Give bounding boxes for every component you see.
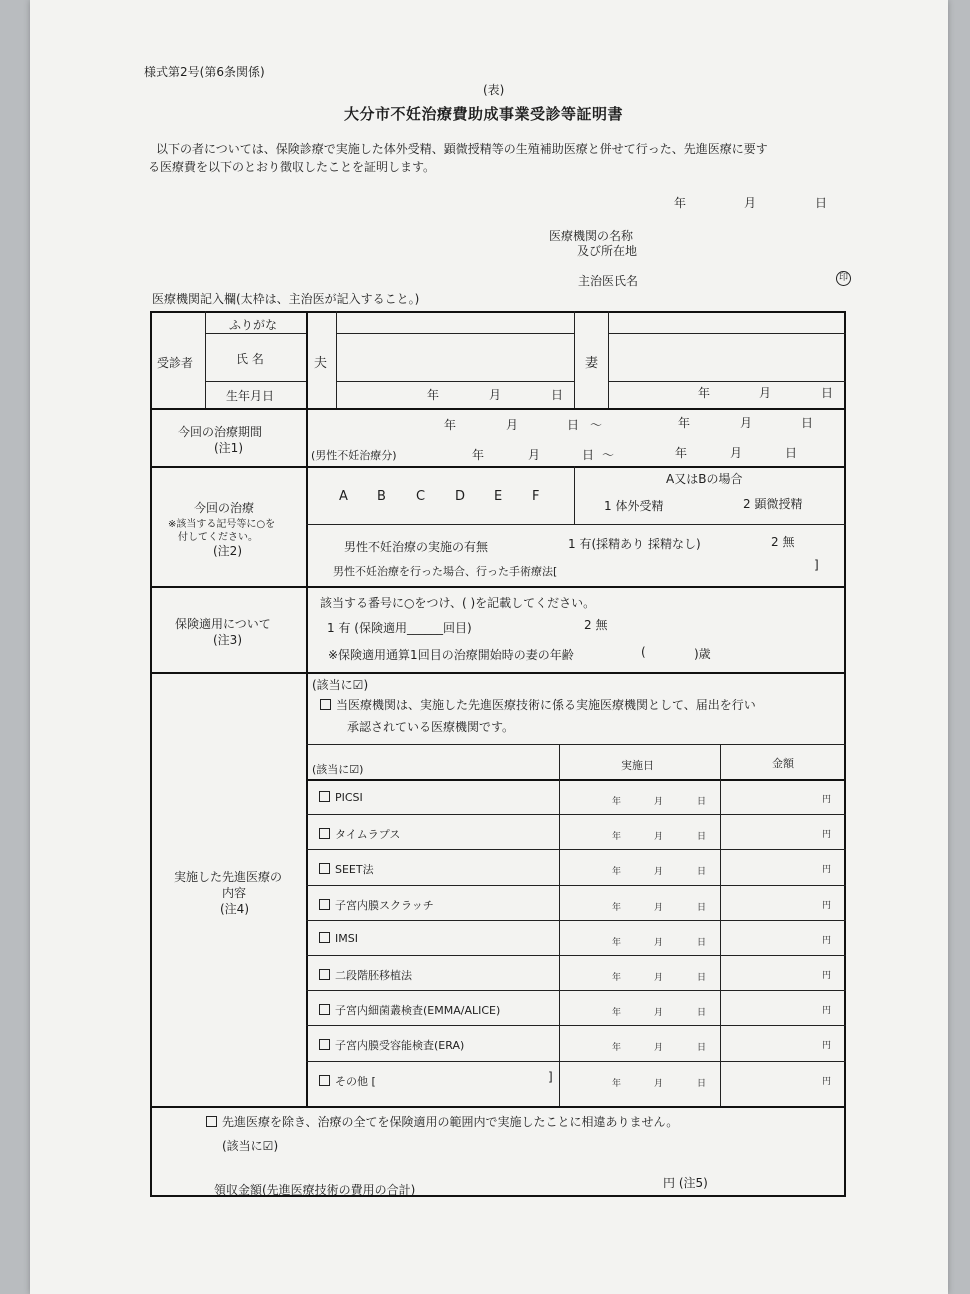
- section-divider: [150, 408, 846, 410]
- item-checkbox[interactable]: [319, 1039, 330, 1050]
- items-col-date: 実施日: [621, 759, 654, 772]
- wife-age-field[interactable]: [652, 645, 690, 659]
- wife-furigana-field[interactable]: [610, 313, 844, 332]
- husband-furigana-field[interactable]: [338, 313, 572, 332]
- approval-statement-2: 承認されている医療機関です。: [347, 720, 515, 734]
- item-label: IMSI: [335, 932, 358, 945]
- wife-age-open: (: [641, 645, 646, 659]
- item-checkbox[interactable]: [319, 791, 330, 802]
- seal-mark: 印: [836, 271, 851, 286]
- item-amount-unit: 円: [822, 865, 832, 875]
- insurance-note: (注3): [213, 633, 242, 647]
- doctor-name-label: 主治医氏名: [578, 274, 639, 288]
- approval-check-label: (該当に☑): [312, 678, 369, 692]
- insurance-label: 保険適用について: [175, 617, 271, 631]
- male-treatment-no[interactable]: 2 無: [771, 535, 795, 549]
- code-D[interactable]: D: [455, 489, 466, 504]
- section-divider: [150, 586, 846, 588]
- label-column-divider: [306, 311, 308, 1107]
- advanced-item-row[interactable]: [319, 1037, 464, 1053]
- footer-statement: 先進医療を除き、治療の全てを保険適用の範囲内で実施したことに相違ありません。: [206, 1113, 678, 1130]
- item-amount-unit: 円: [822, 795, 832, 805]
- insurance-instruction: 該当する番号に○をつけ、( )を記載してください。: [320, 596, 596, 610]
- item-checkbox[interactable]: [319, 899, 330, 910]
- surgery-method-label: 男性不妊治療を行った場合、行った手術療法[: [333, 565, 558, 578]
- institution-address-label: 及び所在地: [577, 244, 638, 258]
- male-period-label: (男性不妊治療分): [311, 449, 397, 462]
- advanced-item-row[interactable]: [319, 791, 363, 804]
- wife-name-field[interactable]: [610, 335, 844, 379]
- period-note: (注1): [214, 441, 243, 455]
- other-close-bracket: ]: [548, 1070, 553, 1084]
- section-divider: [150, 466, 846, 468]
- receipt-amount-field[interactable]: [450, 1190, 660, 1202]
- item-checkbox[interactable]: [319, 863, 330, 874]
- advanced-item-row[interactable]: [319, 861, 374, 877]
- name-label: 氏 名: [236, 352, 264, 366]
- ab-option-icsi[interactable]: 2 顕微授精: [743, 497, 803, 511]
- code-A[interactable]: A: [339, 489, 348, 504]
- code-E[interactable]: E: [494, 489, 503, 504]
- treatment-note: (注2): [213, 544, 242, 558]
- surgery-method-close: ]: [814, 558, 819, 572]
- treatment-instruction-2: 付してください。: [178, 532, 258, 543]
- wife-label: 妻: [585, 356, 599, 371]
- treatment-instruction-1: ※該当する記号等に○を: [168, 519, 276, 530]
- ab-option-ivf[interactable]: 1 体外受精: [604, 499, 664, 513]
- item-label: SEET法: [335, 863, 374, 876]
- item-label: タイムラプス: [335, 828, 401, 841]
- wife-age-close: )歳: [694, 647, 711, 661]
- insurance-option-yes[interactable]: 1 有 (保険適用______回目): [327, 621, 472, 635]
- wife-age-label: ※保険適用通算1回目の治療開始時の妻の年齢: [328, 648, 574, 662]
- male-treatment-yes[interactable]: 1 有(採精あり 採精なし): [568, 537, 701, 551]
- advanced-item-row[interactable]: [319, 932, 358, 945]
- item-label: 子宮内膜スクラッチ: [335, 899, 434, 912]
- advanced-label-2: 内容: [222, 886, 247, 900]
- item-amount-unit: 円: [822, 901, 832, 911]
- advanced-item-row[interactable]: [319, 897, 434, 913]
- intro-line1: 以下の者については、保険診療で実施した体外受精、顕微授精等の生殖補助医療と併せて行った、先進医療に要す: [156, 142, 768, 156]
- item-amount-unit: 円: [822, 936, 832, 946]
- item-amount-unit: 円: [822, 830, 832, 840]
- item-label: 子宮内細菌叢検査(EMMA/ALICE): [335, 1004, 501, 1017]
- item-label: 子宮内膜受容能検査(ERA): [335, 1039, 465, 1052]
- furigana-label: ふりがな: [229, 318, 278, 332]
- birthdate-label: 生年月日: [226, 389, 275, 403]
- item-amount-unit: 円: [822, 971, 832, 981]
- male-treatment-question: 男性不妊治療の実施の有無: [344, 540, 489, 554]
- surgery-method-field[interactable]: [582, 561, 812, 575]
- item-checkbox[interactable]: [319, 969, 330, 980]
- advanced-item-row[interactable]: [319, 967, 412, 983]
- advanced-item-row[interactable]: [319, 1073, 376, 1089]
- item-label: PICSI: [335, 791, 363, 804]
- patient-label: 受診者: [157, 356, 194, 370]
- items-col-check: (該当に☑): [312, 763, 364, 776]
- husband-name-field[interactable]: [338, 335, 572, 379]
- item-label: 二段階胚移植法: [335, 969, 412, 982]
- side-label: (表): [483, 83, 505, 97]
- footer-check-label: (該当に☑): [222, 1139, 279, 1153]
- section-divider: [150, 672, 846, 674]
- code-C[interactable]: C: [416, 489, 426, 504]
- code-B[interactable]: B: [377, 489, 386, 504]
- item-label: その他 [: [335, 1075, 376, 1088]
- entry-heading: 医療機関記入欄(太枠は、主治医が記入すること。): [152, 292, 420, 306]
- form-paper: 様式第2号(第6条関係) (表) 大分市不妊治療費助成事業受診等証明書 以下の者については、保険診療で実施した体外受精、顕微授精等の生殖補助医療と併せて行った、先進医療に要す る医療費を以下のとおり徴収したことを証明します。 年 月 日 医療機関の名称 及び所在地 主治医氏名 印 医療機関記入欄(太枠は、主治医が記入すること。) 受診者 ふりがな 氏 名 生年月日 夫 妻 年 月 日 年 月 日 今回の治療期間 (注1) 年 月 日 〜 年 月 日 (男性不妊治療分) 年 月 日 〜 年 月 日 今回の治療 ※該当する記号等に○を 付してください。 (注2) A B C D E F A又はBの場合 1 体外受精 2 顕微授精 男性不妊治療の実施の有無 1 有(採精あり 採精なし) 2 無 男性不妊治療を行った場合、行った手術療法[ ] 保険適用について (注3) 該当する番号に○をつけ、( )を記載してください。 1 有 (保険適用______回目) 2 無 ※保険適用通算1回目の治療開始時の妻の年齢 ( )歳 実施した先進医療の 内容 (注4) (該当に☑) 当医療機関は、実施した先進医療技術に係る実施医療機関として、届出を行い 承認されている医療機関です。 (該当に☑) 実施日 金額 PICSI 年 月 日 円 タイムラプス 年 月 日 円 SEET法 年 月 日 円 子宮内膜スクラッチ 年 月 日 円 IMSI 年 月 日 円 二段階胚移植法 年 月 日 円 子宮内細菌叢検査(EMMA/ALICE) 年 月 日 円 子宮内膜受容能検査(ERA) 年 月 日 円 その他 [ ] 年 月 日 円 先進医療を除き、治療の全てを保険適用の範囲内で実施したことに相違ありません。 (該当に☑) 領収金額(先進医療技術の費用の合計) 円 (注5): [30, 0, 948, 1294]
- institution-name-label: 医療機関の名称: [549, 229, 634, 243]
- advanced-label: 実施した先進医療の: [174, 870, 283, 884]
- footer-checkbox[interactable]: [206, 1116, 217, 1127]
- insurance-option-no[interactable]: 2 無: [584, 618, 608, 632]
- intro-line2: る医療費を以下のとおり徴収したことを証明します。: [148, 160, 436, 174]
- approval-statement: 当医療機関は、実施した先進医療技術に係る実施医療機関として、届出を行い: [320, 696, 756, 713]
- husband-label: 夫: [314, 356, 328, 371]
- section-divider: [150, 1106, 846, 1108]
- page-title: 大分市不妊治療費助成事業受診等証明書: [344, 105, 624, 123]
- receipt-label: 領収金額(先進医療技術の費用の合計): [214, 1183, 416, 1197]
- items-col-amount: 金額: [772, 757, 794, 770]
- item-checkbox[interactable]: [319, 1075, 330, 1086]
- item-amount-unit: 円: [822, 1006, 832, 1016]
- item-checkbox[interactable]: [319, 1004, 330, 1015]
- advanced-item-row[interactable]: [319, 1002, 500, 1018]
- item-amount-unit: 円: [822, 1077, 832, 1087]
- approval-checkbox[interactable]: [320, 699, 331, 710]
- advanced-note: (注4): [220, 902, 249, 916]
- ab-heading: A又はBの場合: [666, 472, 743, 486]
- form-number: 様式第2号(第6条関係): [144, 65, 265, 79]
- item-amount-unit: 円: [822, 1041, 832, 1051]
- period-label: 今回の治療期間: [178, 425, 263, 439]
- code-F[interactable]: F: [532, 489, 540, 504]
- treatment-label: 今回の治療: [194, 501, 255, 515]
- item-checkbox[interactable]: [319, 932, 330, 943]
- receipt-unit: 円 (注5): [663, 1176, 708, 1190]
- advanced-item-row[interactable]: [319, 826, 400, 842]
- item-checkbox[interactable]: [319, 828, 330, 839]
